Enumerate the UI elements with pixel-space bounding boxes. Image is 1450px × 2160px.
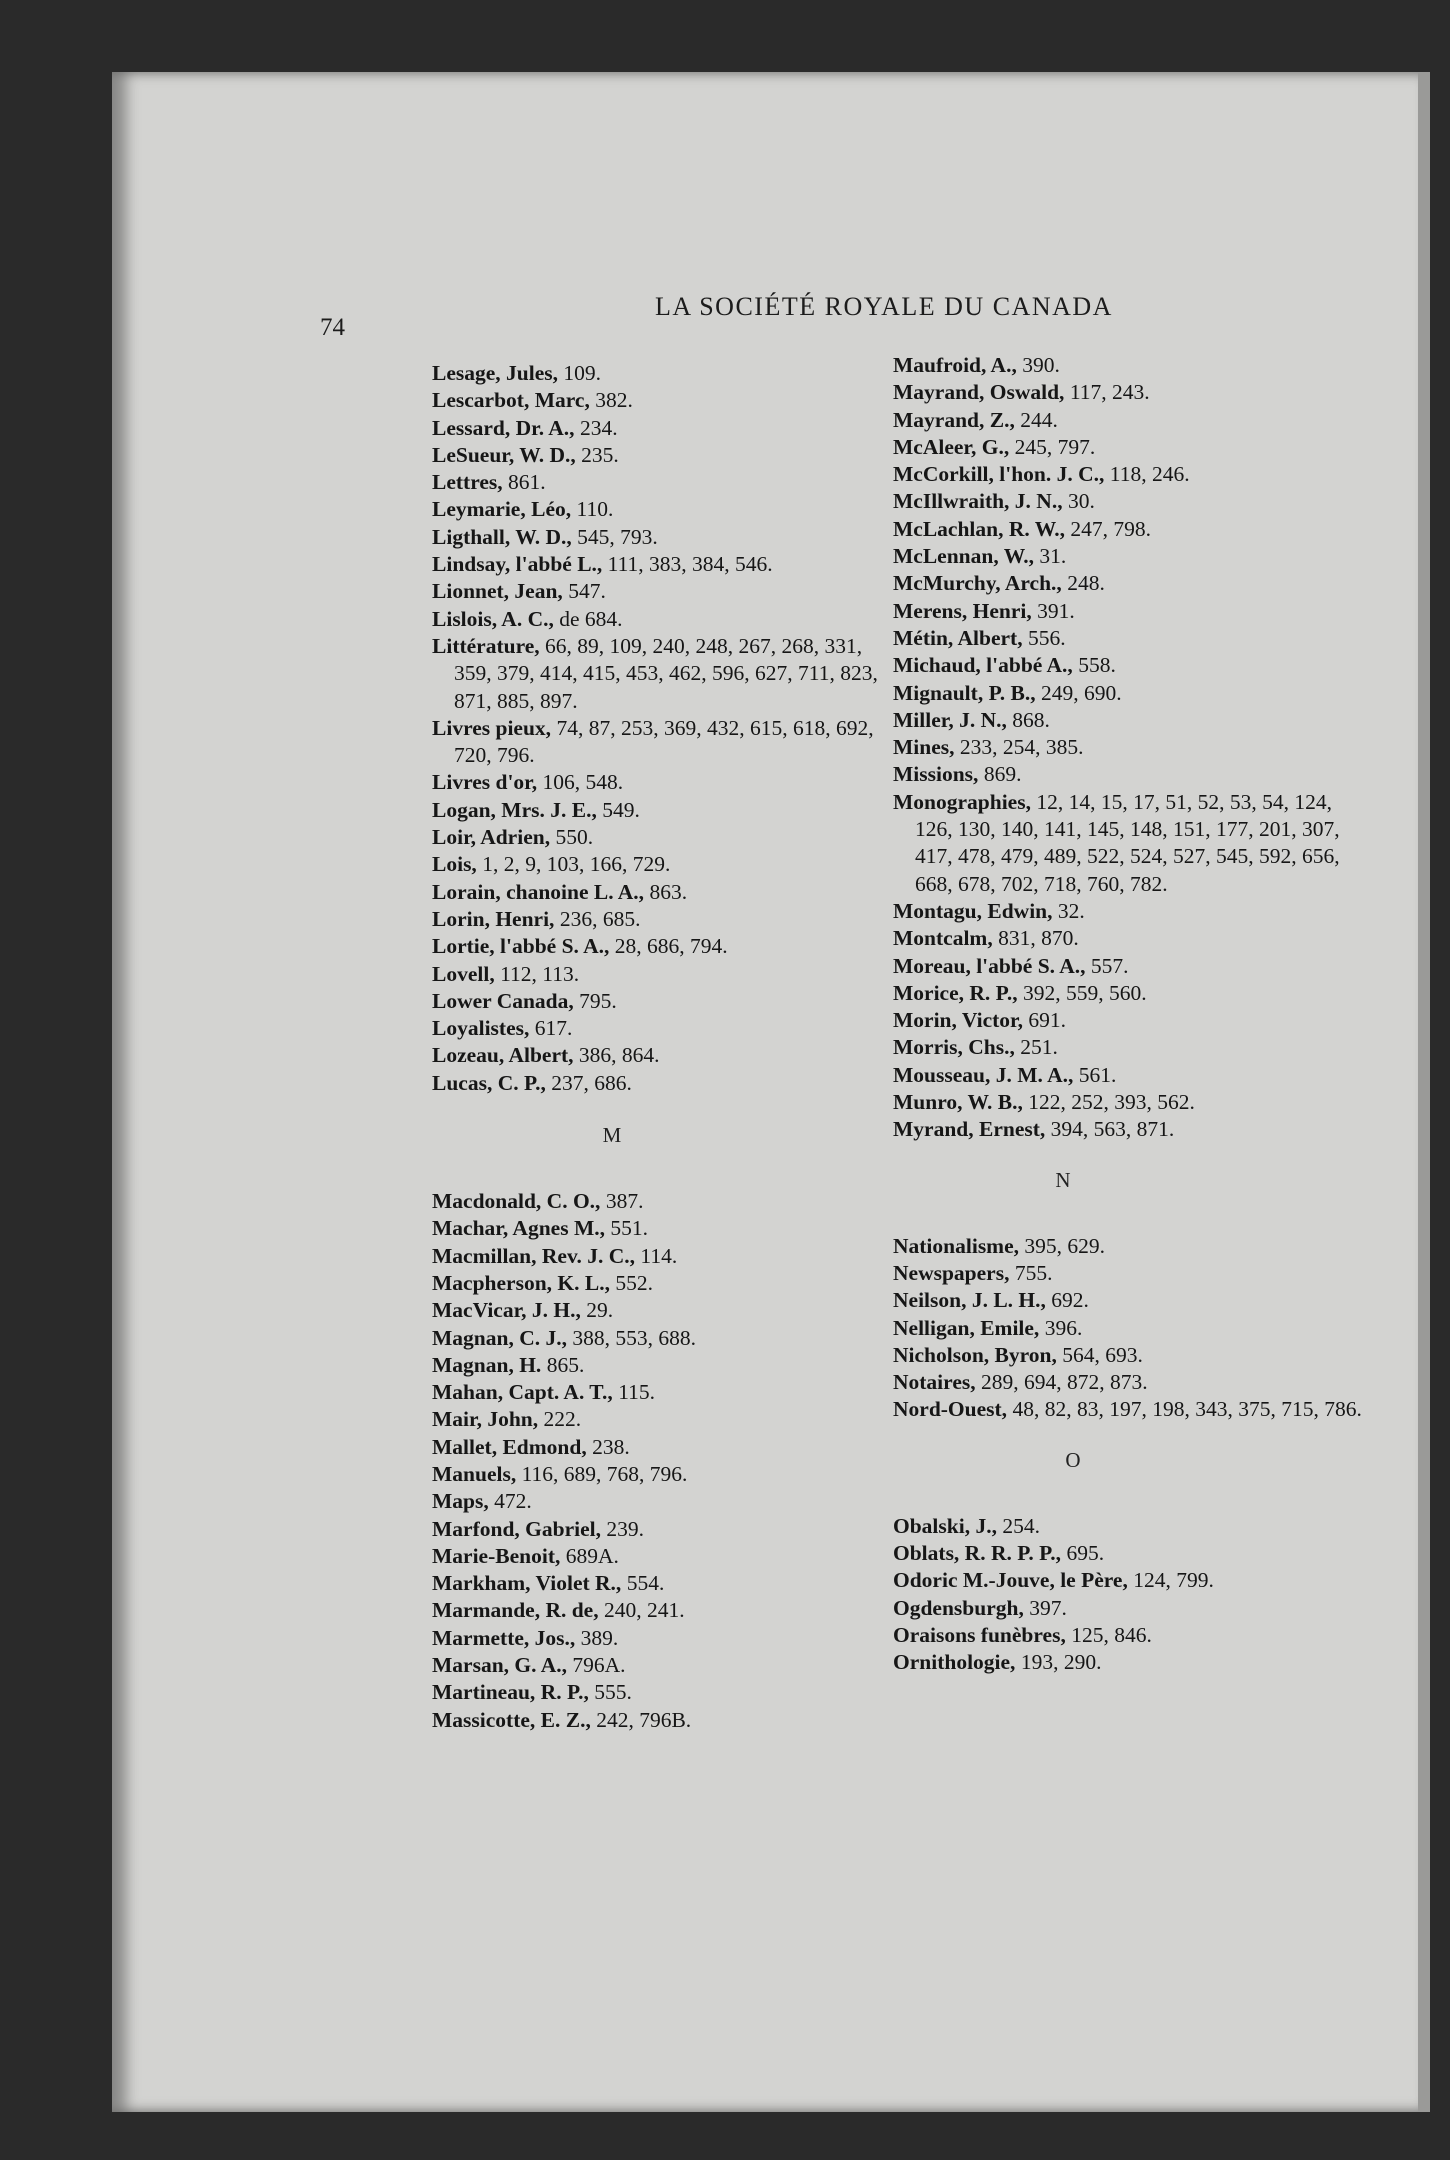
index-entry — [893, 980, 1363, 1007]
entry-page-refs: 242, 796B. — [590, 1707, 692, 1732]
index-entry — [893, 1233, 1363, 1260]
entry-name: Littérature, — [432, 633, 540, 658]
entry-page-refs: 1, 2, 9, 103, 166, 729. — [476, 852, 671, 877]
entry-page-refs: 388, 553, 688. — [566, 1325, 696, 1350]
entry-page-refs: 112, 113. — [494, 961, 580, 986]
entry-name: Oraisons funèbres, — [893, 1622, 1066, 1647]
index-entry — [432, 1570, 902, 1597]
index-entry — [432, 1406, 902, 1433]
entry-name: Lettres, — [432, 470, 503, 495]
entry-page-refs: 545, 793. — [571, 524, 658, 549]
entry-name: Mayrand, Oswald, — [893, 380, 1065, 405]
entry-page-refs: 831, 870. — [992, 926, 1079, 951]
entry-name: McLennan, W., — [893, 544, 1034, 569]
entry-name: Macdonald, C. O., — [432, 1189, 601, 1214]
entry-name: Mayrand, Z., — [893, 407, 1015, 432]
index-entry — [893, 707, 1363, 734]
index-entry — [432, 578, 902, 605]
entry-name: Marie-Benoit, — [432, 1543, 561, 1568]
entry-page-refs: 868. — [1006, 707, 1050, 732]
index-entry — [893, 680, 1363, 707]
index-entry — [893, 925, 1363, 952]
entry-name: Ligthall, W. D., — [432, 524, 572, 549]
entry-page-refs: 248. — [1061, 571, 1105, 596]
entry-name: Obalski, J., — [893, 1513, 997, 1538]
index-entry — [893, 1622, 1363, 1649]
entry-page-refs: de 684. — [553, 606, 623, 631]
index-entry — [893, 407, 1363, 434]
entry-page-refs: 396. — [1039, 1315, 1083, 1340]
index-entry — [893, 1540, 1363, 1567]
entry-page-refs: 689A. — [560, 1543, 619, 1568]
index-entry — [432, 1325, 902, 1352]
index-entry — [432, 1679, 902, 1706]
index-entry — [893, 1342, 1363, 1369]
index-entry — [432, 851, 902, 878]
entry-name: Lozeau, Albert, — [432, 1043, 574, 1068]
index-entry — [432, 1707, 902, 1734]
entry-page-refs: 556. — [1022, 625, 1066, 650]
entry-name: Mines, — [893, 735, 955, 760]
entry-name: Loir, Adrien, — [432, 825, 551, 850]
index-entry — [432, 415, 902, 442]
entry-name: Loyalistes, — [432, 1016, 530, 1041]
entry-name: Lesage, Jules, — [432, 361, 559, 385]
entry-name: Mahan, Capt. A. T., — [432, 1380, 613, 1405]
entry-page-refs: 74, 87, 253, 369, 432, 615, 618, 692, 720, 796. — [454, 715, 874, 768]
entry-name: Michaud, l'abbé A., — [893, 653, 1073, 678]
entry-name: McAleer, G., — [893, 434, 1010, 459]
entry-name: Oblats, R. R. P. P., — [893, 1540, 1062, 1565]
entry-name: Marfond, Gabriel, — [432, 1516, 601, 1541]
index-entry — [432, 906, 902, 933]
entry-name: Miller, J. N., — [893, 707, 1007, 732]
index-section-m-continued — [893, 352, 1363, 1144]
index-entry — [432, 1188, 902, 1215]
entry-page-refs: 118, 246. — [1104, 462, 1190, 487]
index-entry — [893, 488, 1363, 515]
entry-page-refs: 395, 629. — [1019, 1233, 1106, 1258]
entry-name: Marmette, Jos., — [432, 1625, 576, 1650]
index-section-m — [432, 1188, 902, 1734]
entry-name: Montagu, Edwin, — [893, 898, 1053, 923]
index-entry — [893, 1034, 1363, 1061]
entry-page-refs: 551. — [605, 1216, 648, 1241]
entry-name: Lucas, C. P., — [432, 1070, 546, 1095]
index-entry — [893, 1649, 1363, 1676]
entry-name: McLachlan, R. W., — [893, 516, 1066, 541]
entry-name: Manuels, — [432, 1461, 517, 1486]
entry-page-refs: 549. — [596, 797, 640, 822]
index-entry — [893, 761, 1363, 788]
entry-name: Lescarbot, Marc, — [432, 388, 590, 413]
entry-page-refs: 254. — [996, 1513, 1040, 1538]
index-section-n — [893, 1233, 1363, 1424]
index-entry — [893, 1513, 1363, 1540]
index-entry — [893, 1007, 1363, 1034]
index-entry — [432, 633, 902, 715]
index-entry — [432, 1270, 902, 1297]
index-entry — [432, 1434, 902, 1461]
entry-name: Lower Canada, — [432, 988, 574, 1013]
index-entry — [432, 524, 902, 551]
entry-page-refs: 110. — [571, 497, 614, 522]
entry-page-refs: 115. — [612, 1380, 656, 1405]
entry-name: Magnan, H. — [432, 1352, 542, 1377]
index-entry — [432, 496, 902, 523]
entry-name: Magnan, C. J., — [432, 1325, 567, 1350]
entry-name: Myrand, Ernest, — [893, 1117, 1046, 1142]
entry-page-refs: 124, 799. — [1127, 1568, 1214, 1593]
index-entry — [432, 469, 902, 496]
entry-name: Martineau, R. P., — [432, 1680, 589, 1705]
entry-name: Maps, — [432, 1489, 489, 1514]
entry-name: Marsan, G. A., — [432, 1653, 567, 1678]
entry-page-refs: 382. — [589, 388, 633, 413]
entry-name: Lessard, Dr. A., — [432, 415, 575, 440]
entry-name: Newspapers, — [893, 1260, 1010, 1285]
index-entry — [432, 551, 902, 578]
entry-name: Missions, — [893, 762, 979, 787]
entry-page-refs: 557. — [1085, 953, 1129, 978]
entry-page-refs: 558. — [1072, 653, 1116, 678]
index-entry — [893, 1287, 1363, 1314]
entry-page-refs: 397. — [1023, 1595, 1067, 1620]
index-entry — [432, 1652, 902, 1679]
entry-page-refs: 240, 241. — [598, 1598, 685, 1623]
index-entry — [893, 516, 1363, 543]
index-column-right — [893, 352, 1363, 1676]
entry-page-refs: 222. — [538, 1407, 582, 1432]
running-title: LA SOCIÉTÉ ROYALE DU CANADA — [655, 292, 1113, 321]
entry-page-refs: 564, 693. — [1056, 1342, 1143, 1367]
entry-page-refs: 66, 89, 109, 240, 248, 267, 268, 331, 359, 379, 414, 415, 453, 462, 596, 627, 711, 823, 871, 885, 897. — [454, 633, 878, 713]
entry-page-refs: 30. — [1062, 489, 1095, 514]
entry-name: Lortie, l'abbé S. A., — [432, 934, 610, 959]
index-entry — [432, 1461, 902, 1488]
entry-page-refs: 861. — [502, 470, 546, 495]
entry-name: Nationalisme, — [893, 1233, 1020, 1258]
entry-name: LeSueur, W. D., — [432, 442, 576, 467]
entry-page-refs: 114. — [635, 1243, 678, 1268]
entry-name: Mousseau, J. M. A., — [893, 1062, 1074, 1087]
entry-name: Nord-Ouest, — [893, 1397, 1008, 1422]
entry-page-refs: 387. — [600, 1189, 644, 1214]
entry-name: MacVicar, J. H., — [432, 1298, 581, 1323]
index-entry — [432, 360, 902, 387]
entry-name: Morin, Victor, — [893, 1008, 1023, 1033]
entry-page-refs: 111, 383, 384, 546. — [602, 552, 773, 577]
index-column-left — [432, 360, 902, 1734]
entry-page-refs: 109. — [558, 361, 602, 385]
index-section-l — [432, 360, 902, 1097]
entry-page-refs: 32. — [1052, 898, 1085, 923]
entry-name: McIllwraith, J. N., — [893, 489, 1063, 514]
index-entry — [432, 961, 902, 988]
entry-name: McCorkill, l'hon. J. C., — [893, 462, 1105, 487]
entry-page-refs: 247, 798. — [1065, 516, 1152, 541]
entry-page-refs: 28, 686, 794. — [609, 934, 728, 959]
entry-name: Macmillan, Rev. J. C., — [432, 1243, 636, 1268]
entry-page-refs: 48, 82, 83, 197, 198, 343, 375, 715, 786. — [1007, 1397, 1362, 1422]
entry-page-refs: 193, 290. — [1015, 1650, 1102, 1675]
index-entry — [893, 652, 1363, 679]
index-entry — [432, 1597, 902, 1624]
entry-page-refs: 390. — [1016, 353, 1060, 377]
index-entry — [432, 606, 902, 633]
entry-page-refs: 244. — [1014, 407, 1058, 432]
index-entry — [893, 1369, 1363, 1396]
index-entry — [432, 1543, 902, 1570]
entry-page-refs: 238. — [586, 1434, 630, 1459]
entry-name: Lois, — [432, 852, 477, 877]
index-entry — [893, 543, 1363, 570]
entry-name: Ornithologie, — [893, 1650, 1016, 1675]
index-entry — [432, 879, 902, 906]
entry-page-refs: 391. — [1031, 598, 1075, 623]
entry-page-refs: 236, 685. — [554, 906, 641, 931]
entry-name: Massicotte, E. Z., — [432, 1707, 591, 1732]
entry-page-refs: 117, 243. — [1064, 380, 1150, 405]
entry-page-refs: 245, 797. — [1009, 434, 1096, 459]
entry-name: Mair, John, — [432, 1407, 539, 1432]
page-header — [320, 272, 1140, 352]
entry-page-refs: 289, 694, 872, 873. — [975, 1370, 1148, 1395]
entry-page-refs: 234. — [574, 415, 618, 440]
entry-page-refs: 12, 14, 15, 17, 51, 52, 53, 54, 124, 126, 130, 140, 141, 145, 148, 151, 177, 201, 307, 417, 478, 479, 489, 522, 524, 527, 545, 592, 656, 668, 678, 702, 718, 760, 782. — [915, 789, 1340, 896]
index-entry — [893, 1260, 1363, 1287]
entry-name: Logan, Mrs. J. E., — [432, 797, 597, 822]
index-entry — [893, 1315, 1363, 1342]
index-entry — [893, 1595, 1363, 1622]
entry-name: Markham, Violet R., — [432, 1571, 622, 1596]
entry-name: McMurchy, Arch., — [893, 571, 1062, 596]
entry-name: Livres pieux, — [432, 715, 552, 740]
index-entry — [893, 1396, 1363, 1423]
page-number: 74 — [320, 314, 345, 341]
entry-name: Lorin, Henri, — [432, 906, 555, 931]
entry-page-refs: 29. — [580, 1298, 614, 1323]
entry-name: Nelligan, Emile, — [893, 1315, 1040, 1340]
entry-name: Lislois, A. C., — [432, 606, 554, 631]
entry-page-refs: 237, 686. — [545, 1070, 632, 1095]
entry-name: Odoric M.-Jouve, le Père, — [893, 1568, 1128, 1593]
index-entry — [432, 1015, 902, 1042]
section-letter-m: M — [602, 1123, 622, 1148]
index-entry — [432, 442, 902, 469]
entry-page-refs: 865. — [541, 1352, 585, 1377]
entry-page-refs: 755. — [1009, 1260, 1053, 1285]
entry-name: Notaires, — [893, 1370, 976, 1395]
index-entry — [432, 1352, 902, 1379]
entry-name: Métin, Albert, — [893, 625, 1023, 650]
entry-page-refs: 106, 548. — [537, 770, 624, 795]
index-entry — [432, 824, 902, 851]
index-entry — [432, 387, 902, 414]
entry-page-refs: 550. — [550, 825, 594, 850]
entry-name: Maufroid, A., — [893, 353, 1017, 377]
entry-page-refs: 561. — [1073, 1062, 1117, 1087]
entry-page-refs: 796A. — [566, 1653, 626, 1678]
entry-page-refs: 235. — [575, 442, 619, 467]
entry-name: Moreau, l'abbé S. A., — [893, 953, 1086, 978]
entry-page-refs: 869. — [978, 762, 1022, 787]
entry-page-refs: 554. — [621, 1571, 665, 1596]
entry-name: Morris, Chs., — [893, 1035, 1015, 1060]
entry-page-refs: 863. — [644, 879, 688, 904]
index-entry — [893, 434, 1363, 461]
entry-name: Merens, Henri, — [893, 598, 1032, 623]
entry-name: Lorain, chanoine L. A., — [432, 879, 645, 904]
entry-name: Neilson, J. L. H., — [893, 1288, 1046, 1313]
index-entry — [432, 1070, 902, 1097]
entry-name: Marmande, R. de, — [432, 1598, 599, 1623]
entry-page-refs: 251. — [1014, 1035, 1058, 1060]
entry-name: Livres d'or, — [432, 770, 538, 795]
index-entry — [432, 1042, 902, 1069]
index-entry — [893, 352, 1363, 379]
index-entry — [893, 1116, 1363, 1143]
index-entry — [893, 1062, 1363, 1089]
entry-name: Macpherson, K. L., — [432, 1270, 610, 1295]
index-entry — [432, 1297, 902, 1324]
entry-page-refs: 125, 846. — [1065, 1622, 1152, 1647]
index-entry — [432, 715, 902, 770]
section-letter-n: N — [1055, 1167, 1071, 1192]
entry-page-refs: 394, 563, 871. — [1045, 1117, 1175, 1142]
entry-name: Lindsay, l'abbé L., — [432, 552, 603, 577]
entry-page-refs: 239. — [601, 1516, 644, 1541]
entry-page-refs: 555. — [588, 1680, 632, 1705]
entry-name: Munro, W. B., — [893, 1090, 1023, 1115]
entry-page-refs: 31. — [1033, 544, 1067, 569]
index-entry — [432, 1625, 902, 1652]
index-entry — [432, 933, 902, 960]
entry-name: Nicholson, Byron, — [893, 1342, 1057, 1367]
index-entry — [893, 461, 1363, 488]
entry-page-refs: 116, 689, 768, 796. — [516, 1461, 688, 1486]
section-letter-o: O — [1065, 1447, 1081, 1472]
index-entry — [432, 988, 902, 1015]
entry-page-refs: 795. — [573, 988, 617, 1013]
index-entry — [432, 769, 902, 796]
index-entry — [893, 625, 1363, 652]
index-entry — [893, 1567, 1363, 1594]
entry-page-refs: 249, 690. — [1035, 680, 1122, 705]
entry-page-refs: 122, 252, 393, 562. — [1022, 1090, 1195, 1115]
entry-name: Morice, R. P., — [893, 980, 1018, 1005]
entry-name: Mallet, Edmond, — [432, 1434, 587, 1459]
index-entry — [893, 734, 1363, 761]
index-section-o — [893, 1513, 1363, 1677]
entry-page-refs: 552. — [609, 1270, 653, 1295]
entry-name: Leymarie, Léo, — [432, 497, 572, 522]
entry-page-refs: 692. — [1045, 1288, 1089, 1313]
entry-page-refs: 389. — [575, 1625, 619, 1650]
entry-name: Monographies, — [893, 789, 1031, 814]
index-entry — [893, 598, 1363, 625]
index-entry — [432, 1243, 902, 1270]
index-entry — [893, 379, 1363, 406]
entry-page-refs: 547. — [562, 579, 606, 604]
index-entry — [893, 953, 1363, 980]
entry-name: Machar, Agnes M., — [432, 1216, 605, 1241]
index-entry — [893, 898, 1363, 925]
entry-page-refs: 386, 864. — [573, 1043, 660, 1068]
index-entry — [893, 789, 1363, 898]
entry-page-refs: 691. — [1022, 1008, 1066, 1033]
entry-name: Lionnet, Jean, — [432, 579, 563, 604]
index-entry — [432, 1215, 902, 1242]
index-entry — [432, 797, 902, 824]
entry-page-refs: 392, 559, 560. — [1017, 980, 1147, 1005]
index-entry — [893, 1089, 1363, 1116]
entry-name: Ogdensburgh, — [893, 1595, 1024, 1620]
index-entry — [893, 570, 1363, 597]
entry-page-refs: 472. — [488, 1489, 532, 1514]
entry-name: Montcalm, — [893, 926, 993, 951]
index-entry — [432, 1488, 902, 1515]
entry-page-refs: 233, 254, 385. — [954, 735, 1084, 760]
index-entry — [432, 1379, 902, 1406]
entry-page-refs: 617. — [529, 1016, 573, 1041]
index-entry — [432, 1516, 902, 1543]
entry-page-refs: 695. — [1061, 1540, 1105, 1565]
entry-name: Lovell, — [432, 961, 495, 986]
page-edge — [1418, 72, 1430, 2112]
entry-name: Mignault, P. B., — [893, 680, 1036, 705]
